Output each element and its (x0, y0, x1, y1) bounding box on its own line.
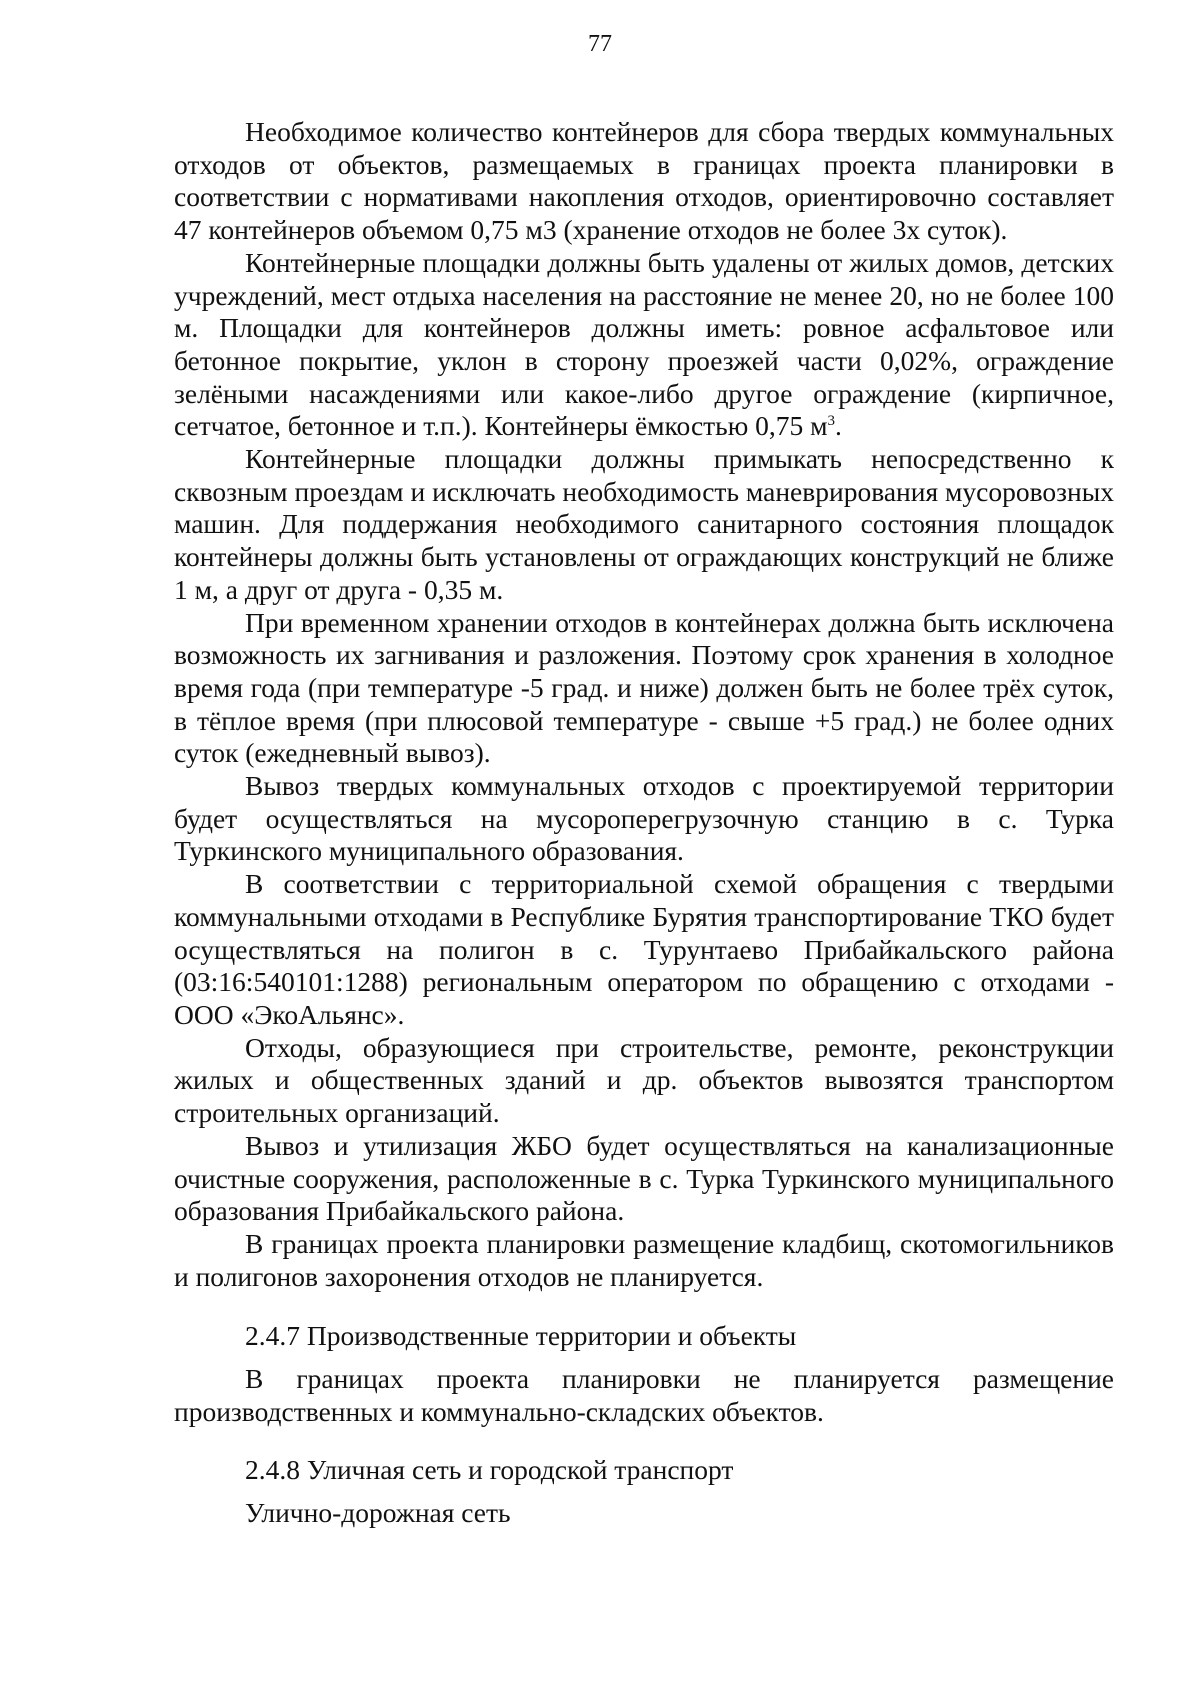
paragraph-site-placement: Контейнерные площадки должны примыкать непосредственно к сквозным проездам и исключать необходимость маневрирования мусоровозных машин. Для поддержания необходимого санитарного состояния площадок контейнеры должны быть установлены от ограждающих конструкций не ближе 1 м, а друг от друга - 0,35 м. (174, 443, 1114, 605)
paragraph-site-requirements-end: . (835, 410, 842, 442)
paragraph-site-requirements-text: Контейнерные площадки должны быть удалены от жилых домов, детских учреждений, мест отдыха населения на расстояние не менее 20, но не более 100 м. Площадки для контейнеров должны иметь: ровное асфальтовое или бетонное покрытие, уклон в сторону проезжей части 0,02%, ограждение зелёными насаждениями или какое-либо другое ограждение (кирпичное, сетчатое, бетонное и т.п.). Контейнеры ёмкостью 0,75 м (174, 246, 1114, 442)
paragraph-container-count: Необходимое количество контейнеров для сбора твердых коммунальных отходов от объектов, размещаемых в границах проекта планировки в соответствии с нормативами накопления отходов, ориентировочно составляет 47 контейнеров объемом 0,75 м3 (хранение отходов не более 3х суток). (174, 116, 1114, 246)
section-heading-2-4-7: 2.4.7 Производственные территории и объекты (245, 1320, 797, 1352)
paragraph-site-requirements (174, 247, 1114, 443)
paragraph-storage-terms: При временном хранении отходов в контейнерах должна быть исключена возможность их загнивания и разложения. Поэтому срок хранения в холодное время года (при температуре -5 град. и ниже) должен быть не более трёх суток, в тёплое время (при плюсовой температуре - свыше +5 град.) не более одних суток (ежедневный вывоз). (174, 606, 1114, 769)
page-number: 77 (588, 31, 612, 57)
paragraph-cemeteries: В границах проекта планировки размещение кладбищ, скотомогильников и полигонов захоронения отходов не планируется. (174, 1227, 1114, 1292)
paragraph-waste-removal: Вывоз твердых коммунальных отходов с проектируемой территории будет осуществляться на мусороперегрузочную станцию в с. Турка Туркинского муниципального образования. (174, 770, 1114, 867)
paragraph-territorial-scheme: В соответствии с территориальной схемой обращения с твердыми коммунальными отходами в Республике Бурятия транспортирование ТКО будет осуществляться на полигон в с. Турунтаево Прибайкальского района (03:16:540101:1288) региональным оператором по обращению с отходами - ООО «ЭкоАльянс». (174, 868, 1114, 1030)
superscript-cubic: 3 (827, 413, 836, 430)
subheading-street-network: Улично-дорожная сеть (245, 1497, 511, 1529)
paragraph-production-territories: В границах проекта планировки не планируется размещение производственных и коммунально-складских объектов. (174, 1363, 1114, 1427)
document-body (174, 116, 1114, 1530)
paragraph-construction-waste: Отходы, образующиеся при строительстве, ремонте, реконструкции жилых и общественных зданий и др. объектов вывозятся транспортом строительных организаций. (174, 1031, 1114, 1129)
paragraph-liquid-waste: Вывоз и утилизация ЖБО будет осуществляться на канализационные очистные сооружения, расположенные в с. Турка Туркинского муниципального образования Прибайкальского района. (174, 1129, 1114, 1227)
section-heading-2-4-8: 2.4.8 Уличная сеть и городской транспорт (245, 1454, 734, 1486)
